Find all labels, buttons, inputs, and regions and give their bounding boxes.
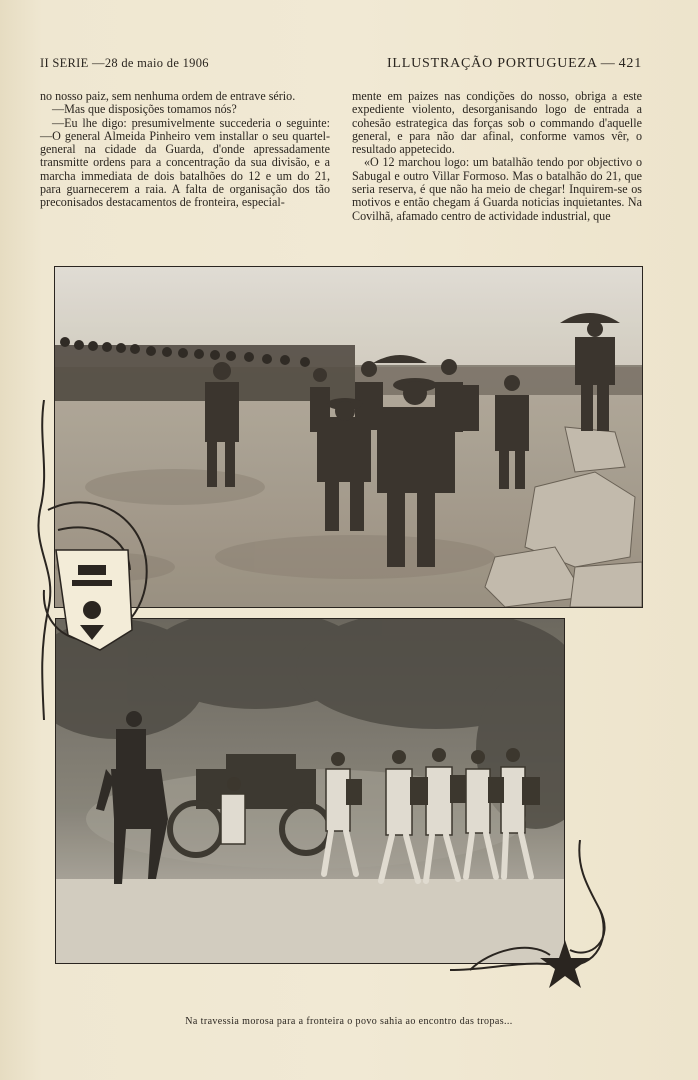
left-column bbox=[40, 90, 330, 246]
ornament-left-icon bbox=[28, 400, 156, 720]
right-column bbox=[352, 90, 642, 246]
series-label: II SERIE bbox=[40, 56, 89, 70]
header-series-date: II SERIE —28 de maio de 1906 bbox=[40, 56, 209, 70]
paragraph: —Eu lhe digo: presumivelmente succederia o seguinte:—O general Almeida Pinheiro vem installar o seu quartel-general na cidade da Guarda, d'onde apressadamente transmitte ordens para a concentração da sua divisão, e a marcha immediata de dois batalhões do 12 e um do 21, para guarnecerem a raia. A falta de organisação dos tão preconisados destacamentos de fronteira, especial- bbox=[40, 115, 330, 210]
issue-date: 28 de maio de 1906 bbox=[104, 56, 209, 70]
header-title: ILLUSTRAÇÃO PORTUGUEZA — 421 bbox=[386, 56, 642, 71]
paragraph: mente em paizes nas condições do nosso, obriga a este expediente violento, desorganisando logo de entrada a cohesão estrategica das forças sob o commando d'aquelle general, e para não dar afinal, conforme vamos vêr, o resultado appetecido. bbox=[352, 89, 642, 157]
paragraph: «O 12 marchou logo: um batalhão tendo por objectivo o Sabugal e outro Villar Formoso. Mas o batalhão do 21, que seria reserva, é que não ha meio de chegar! Inquirem-se os motivos e então chegam á Guarda noticias inquietantes. Na Covilhã, afamado centro de actividade industrial, que bbox=[352, 155, 642, 223]
photo-caption: Na travessia morosa para a fronteira o povo sahia ao encontro das tropas... bbox=[185, 1016, 513, 1027]
paragraph: no nosso paiz, sem nenhuma ordem de entrave sério. bbox=[40, 89, 296, 103]
magazine-title: ILLUSTRAÇÃO PORTUGUEZA bbox=[386, 56, 598, 71]
page-number: 421 bbox=[618, 56, 642, 71]
page-header bbox=[40, 56, 642, 72]
article-text bbox=[40, 90, 642, 246]
paragraph: —Mas que disposições tomamos nós? bbox=[52, 102, 237, 117]
ornament-right-icon bbox=[450, 840, 620, 1010]
